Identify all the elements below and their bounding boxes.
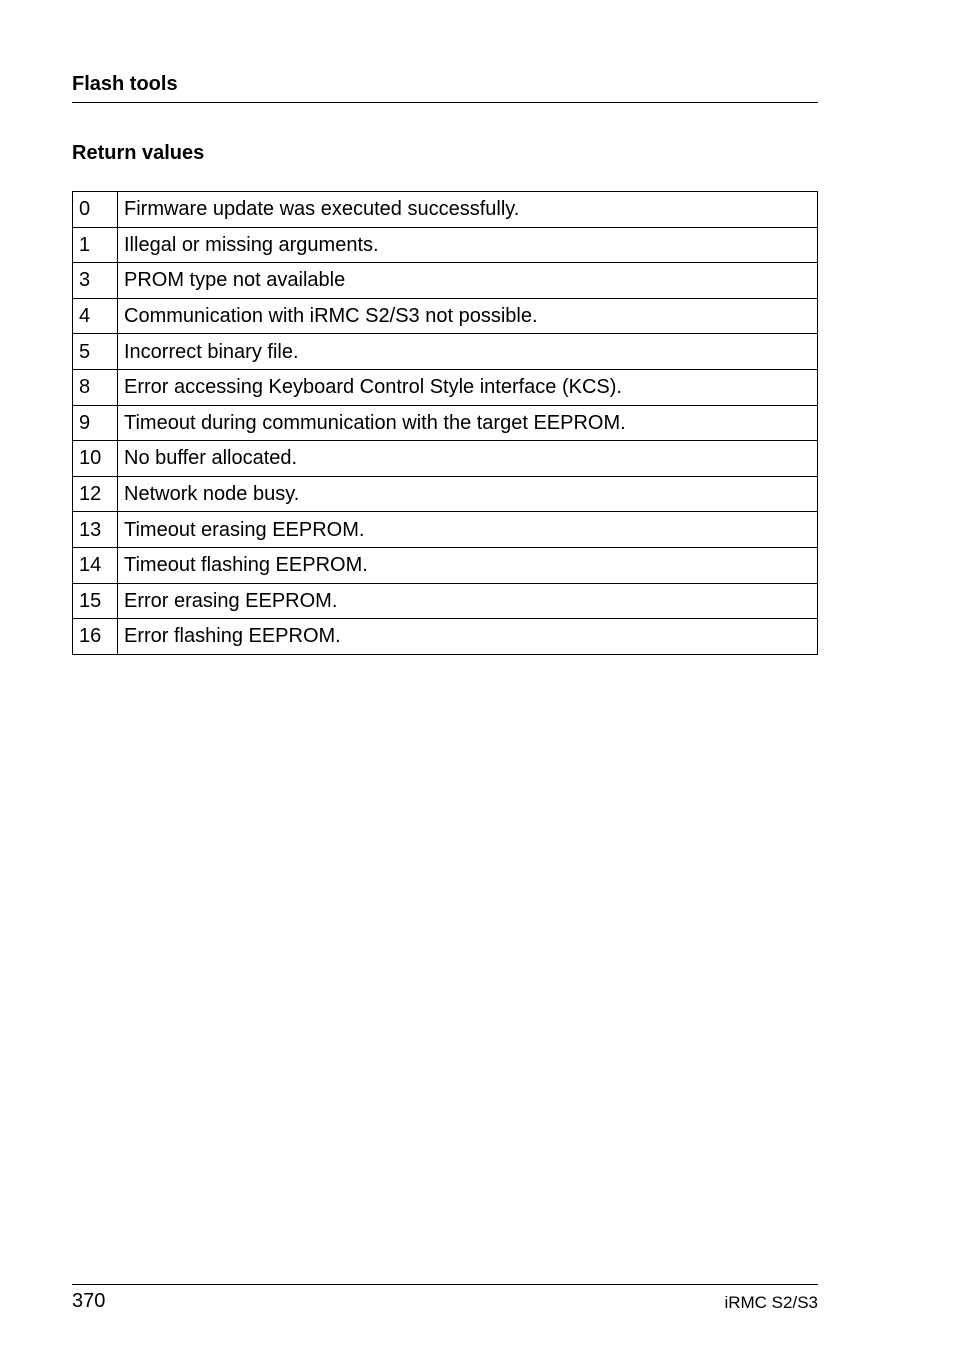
table-row — [73, 476, 818, 512]
table-row — [73, 583, 818, 619]
return-description: Error accessing Keyboard Control Style interface (KCS). — [118, 369, 818, 405]
header-title: Flash tools — [72, 73, 178, 95]
return-code: 13 — [73, 512, 118, 548]
return-description: PROM type not available — [118, 263, 818, 299]
return-code: 10 — [73, 441, 118, 477]
return-code: 1 — [73, 227, 118, 263]
page-footer — [72, 1284, 818, 1315]
return-description: Timeout erasing EEPROM. — [118, 512, 818, 548]
return-code: 4 — [73, 298, 118, 334]
return-description: Illegal or missing arguments. — [118, 227, 818, 263]
table-row — [73, 369, 818, 405]
table-row — [73, 263, 818, 299]
page-number: 370 — [72, 1290, 106, 1312]
return-description: No buffer allocated. — [118, 441, 818, 477]
table-row — [73, 227, 818, 263]
return-code: 16 — [73, 619, 118, 655]
table-row — [73, 512, 818, 548]
page-header — [72, 72, 818, 103]
return-description: Timeout flashing EEPROM. — [118, 547, 818, 583]
table-row — [73, 547, 818, 583]
return-description: Network node busy. — [118, 476, 818, 512]
return-code: 14 — [73, 547, 118, 583]
return-description: Error flashing EEPROM. — [118, 619, 818, 655]
table-row — [73, 405, 818, 441]
return-description: Error erasing EEPROM. — [118, 583, 818, 619]
document-title: iRMC S2/S3 — [724, 1293, 818, 1312]
table-row — [73, 441, 818, 477]
return-description: Communication with iRMC S2/S3 not possible. — [118, 298, 818, 334]
table-row — [73, 192, 818, 228]
return-description: Incorrect binary file. — [118, 334, 818, 370]
table-row — [73, 619, 818, 655]
return-description: Timeout during communication with the target EEPROM. — [118, 405, 818, 441]
return-code: 0 — [73, 192, 118, 228]
return-code: 15 — [73, 583, 118, 619]
return-description: Firmware update was executed successfully. — [118, 192, 818, 228]
return-code: 8 — [73, 369, 118, 405]
return-values-table — [72, 191, 818, 655]
table-row — [73, 334, 818, 370]
section-title: Return values — [72, 142, 205, 164]
return-code: 12 — [73, 476, 118, 512]
return-code: 5 — [73, 334, 118, 370]
return-code: 9 — [73, 405, 118, 441]
table-row — [73, 298, 818, 334]
return-code: 3 — [73, 263, 118, 299]
